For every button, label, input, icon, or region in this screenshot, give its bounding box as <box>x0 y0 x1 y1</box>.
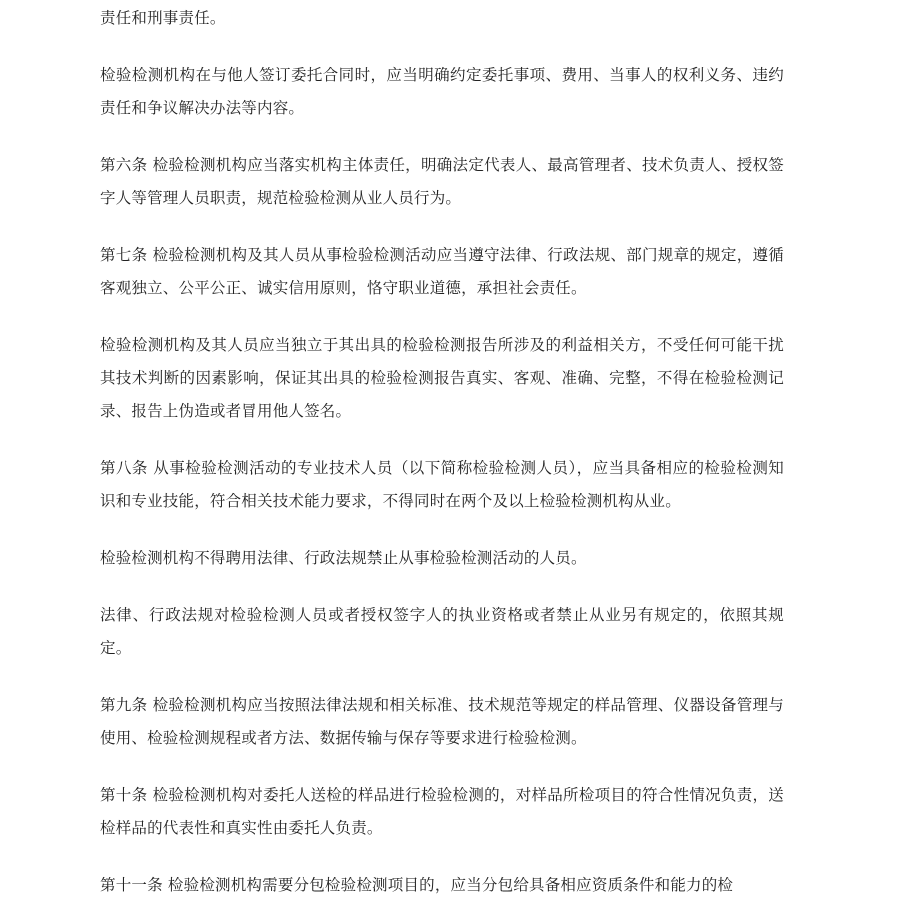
paragraph: 第六条 检验检测机构应当落实机构主体责任，明确法定代表人、最高管理者、技术负责人、授权签字人等管理人员职责，规范检验检测从业人员行为。 <box>100 156 784 207</box>
paragraph: 第十一条 检验检测机构需要分包检验检测项目的，应当分包给具备相应资质条件和能力的检 <box>100 876 734 894</box>
paragraph: 法律、行政法规对检验检测人员或者授权签字人的执业资格或者禁止从业另有规定的，依照其规定。 <box>100 606 784 657</box>
paragraph: 检验检测机构在与他人签订委托合同时，应当明确约定委托事项、费用、当事人的权利义务、违约责任和争议解决办法等内容。 <box>100 66 784 117</box>
paragraph: 第八条 从事检验检测活动的专业技术人员（以下简称检验检测人员），应当具备相应的检验检测知识和专业技能，符合相关技术能力要求，不得同时在两个及以上检验检测机构从业。 <box>100 459 784 510</box>
paragraph: 检验检测机构及其人员应当独立于其出具的检验检测报告所涉及的利益相关方，不受任何可能干扰其技术判断的因素影响，保证其出具的检验检测报告真实、客观、准确、完整，不得在检验检测记录、报告上伪造或者冒用他人签名。 <box>100 336 784 420</box>
paragraph: 责任和刑事责任。 <box>100 9 226 27</box>
paragraph: 检验检测机构不得聘用法律、行政法规禁止从事检验检测活动的人员。 <box>100 549 587 567</box>
paragraph: 第十条 检验检测机构对委托人送检的样品进行检验检测的，对样品所检项目的符合性情况负责，送检样品的代表性和真实性由委托人负责。 <box>100 786 784 837</box>
paragraph: 第七条 检验检测机构及其人员从事检验检测活动应当遵守法律、行政法规、部门规章的规定，遵循客观独立、公平公正、诚实信用原则，恪守职业道德，承担社会责任。 <box>100 246 784 297</box>
paragraph: 第九条 检验检测机构应当按照法律法规和相关标准、技术规范等规定的样品管理、仪器设备管理与使用、检验检测规程或者方法、数据传输与保存等要求进行检验检测。 <box>100 696 784 747</box>
